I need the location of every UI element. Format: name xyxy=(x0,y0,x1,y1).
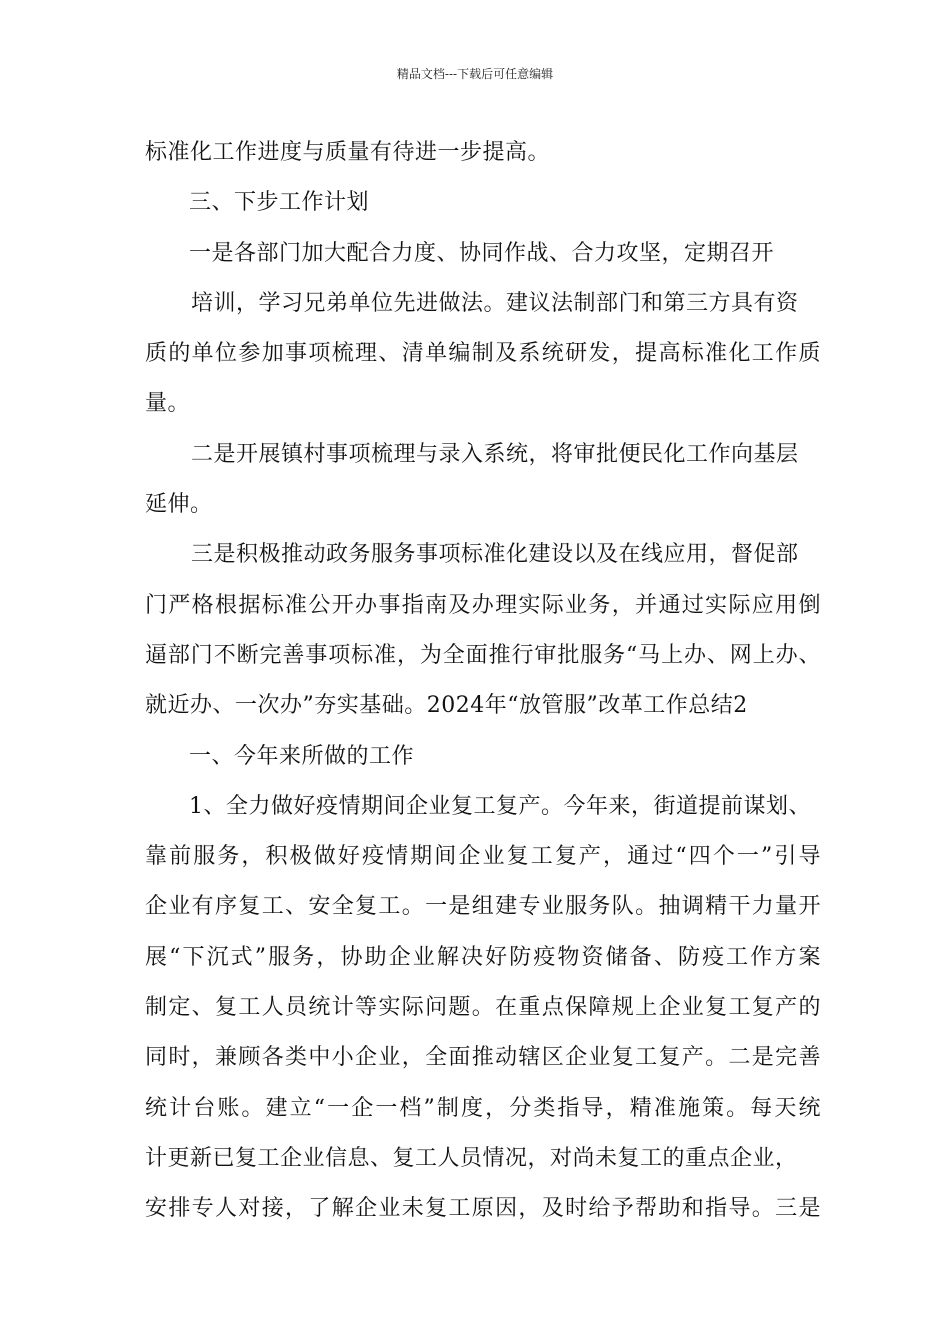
text-line: 三是积极推动政务服务事项标准化建设以及在线应用，督促部 xyxy=(191,542,799,568)
text-line: 制定、复工人员统计等实际问题。在重点保障规上企业复工复产的 xyxy=(145,995,821,1021)
page-header: 精品文档---下载后可任意编辑 xyxy=(396,67,554,81)
text-line: 安排专人对接，了解企业未复工原因，及时给予帮助和指导。三是 xyxy=(145,1196,821,1222)
text-line: 质的单位参加事项梳理、清单编制及系统研发，提高标准化工作质 xyxy=(145,341,821,367)
text-line: 同时，兼顾各类中小企业，全面推动辖区企业复工复产。二是完善 xyxy=(145,1045,821,1071)
section-heading: 一、今年来所做的工作 xyxy=(189,743,415,769)
text-line: 标准化工作进度与质量有待进一步提高。 xyxy=(145,140,551,165)
text-line: 靠前服务，积极做好疫情期间企业复工复产，通过“四个一”引导 xyxy=(145,844,821,870)
text-line: 展“下沉式”服务，协助企业解决好防疫物资储备、防疫工作方案 xyxy=(145,944,821,970)
text-line: 计更新已复工企业信息、复工人员情况，对尚未复工的重点企业， xyxy=(145,1145,798,1171)
text-line: 量。 xyxy=(145,391,191,417)
text-line: 1、全力做好疫情期间企业复工复产。今年来，街道提前谋划、 xyxy=(189,793,811,819)
section-heading: 三、下步工作计划 xyxy=(189,190,370,216)
text-line: 延伸。 xyxy=(145,492,213,518)
text-line: 一是各部门加大配合力度、协同作战、合力攻坚，定期召开 xyxy=(189,240,775,266)
document-body xyxy=(145,128,821,1235)
text-line: 门严格根据标准公开办事指南及办理实际业务，并通过实际应用倒 xyxy=(145,592,821,618)
text-line: 企业有序复工、安全复工。一是组建专业服务队。抽调精干力量开 xyxy=(145,894,821,920)
text-line: 二是开展镇村事项梳理与录入系统，将审批便民化工作向基层 xyxy=(191,441,799,467)
text-line: 就近办、一次办”夯实基础。2024年“放管服”改革工作总结2 xyxy=(145,693,748,719)
text-line: 培训，学习兄弟单位先进做法。建议法制部门和第三方具有资 xyxy=(191,290,799,316)
text-line: 统计台账。建立“一企一档”制度，分类指导，精准施策。每天统 xyxy=(145,1095,821,1121)
text-line: 逼部门不断完善事项标准，为全面推行审批服务“马上办、网上办、 xyxy=(145,642,821,668)
